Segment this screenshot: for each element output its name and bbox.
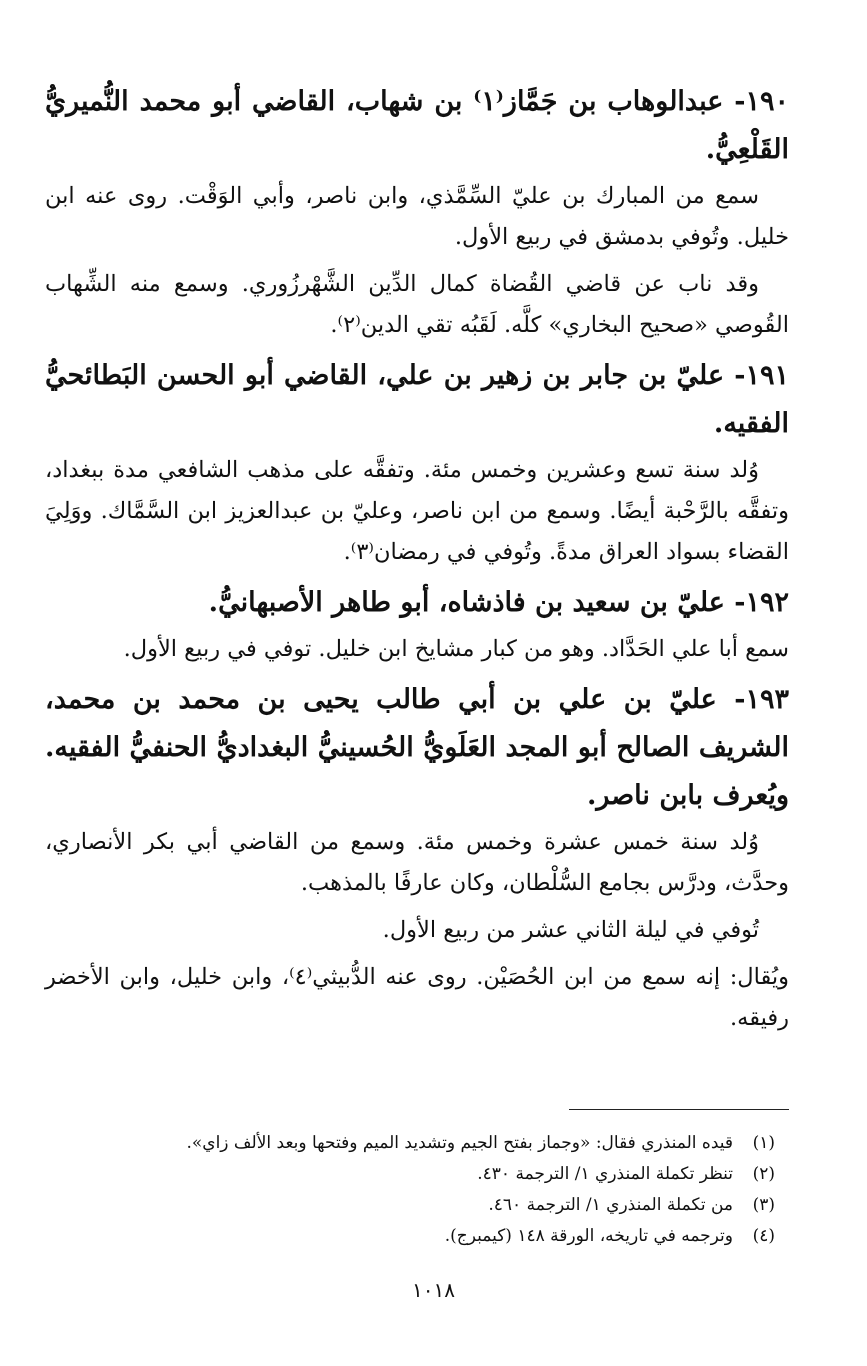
entry-paragraph: سمع أبا علي الحَدَّاد. وهو من كبار مشايخ ابن خليل. توفي في ربيع الأول. bbox=[123, 636, 789, 662]
footnote-text: تنظر تكملة المنذري ١/ الترجمة ٤٣٠. bbox=[477, 1164, 733, 1184]
footnote-text: وترجمه في تاريخه، الورقة ١٤٨ (كيمبرج). bbox=[444, 1226, 733, 1246]
footnotes bbox=[45, 1128, 789, 1252]
footnote-4 bbox=[45, 1221, 775, 1252]
entry-193 bbox=[45, 676, 789, 1039]
footnote-number: (٢) bbox=[752, 1164, 775, 1184]
entry-paragraph: ويُقال: إنه سمع من ابن الحُصَيْن. روى عنه الدُّبيثي⁽٤⁾، وابن خليل، وابن الأخضر رفيقه. bbox=[45, 964, 789, 1031]
footnote-separator bbox=[569, 1109, 789, 1110]
entry-paragraph: وُلد سنة خمس عشرة وخمس مئة. وسمع من القاضي أبي بكر الأنصاري، وحدَّث، ودرَّس بجامع السُّلْطان، وكان عارفًا بالمذهب. bbox=[45, 829, 789, 896]
entry-paragraph: سمع من المبارك بن عليّ السِّمَّذي، وابن ناصر، وأبي الوَقْت. روى عنه ابن خليل. وتُوفي بدمشق في ربيع الأول. bbox=[45, 183, 789, 250]
footnote-text: من تكملة المنذري ١/ الترجمة ٤٦٠. bbox=[488, 1195, 733, 1215]
entry-heading: ١٩٢- عليّ بن سعيد بن فاذشاه، أبو طاهر الأصبهانيُّ. bbox=[208, 587, 789, 618]
footnote-1 bbox=[45, 1128, 775, 1159]
entry-paragraph: وُلد سنة تسع وعشرين وخمس مئة. وتفقَّه على مذهب الشافعي مدة ببغداد، وتفقَّه بالرَّحْبة أيضًا. وسمع من ابن ناصر، وعليّ بن عبدالعزيز ابن السَّمَّاك. ووَلِيَ القضاء بسواد العراق مدةً. وتُوفي في رمضان⁽٣⁾. bbox=[45, 457, 789, 565]
entry-paragraph: وقد ناب عن قاضي القُضاة كمال الدِّين الشَّهْرزُوري. وسمع منه الشِّهاب القُوصي «صحيح البخاري» كلَّه. لَقَبُه تقي الدين⁽٢⁾. bbox=[45, 271, 789, 338]
entry-heading: ١٩٠- عبدالوهاب بن جَمَّاز⁽١⁾ بن شهاب، القاضي أبو محمد النُّميريُّ القَلْعِيُّ. bbox=[45, 86, 789, 165]
footnote-number: (٣) bbox=[752, 1195, 775, 1215]
entry-190 bbox=[45, 78, 789, 346]
entry-heading: ١٩٣- عليّ بن علي بن أبي طالب يحيى بن محمد بن محمد، الشريف الصالح أبو المجد العَلَويُّ الحُسينيُّ البغداديُّ الحنفيُّ الفقيه. ويُعرف بابن ناصر. bbox=[45, 684, 789, 811]
footnote-number: (٤) bbox=[752, 1226, 775, 1246]
footnote-2 bbox=[45, 1159, 775, 1190]
entry-191 bbox=[45, 352, 789, 573]
footnote-3 bbox=[45, 1190, 775, 1221]
entry-192 bbox=[45, 579, 789, 670]
entry-paragraph: تُوفي في ليلة الثاني عشر من ربيع الأول. bbox=[382, 917, 759, 943]
page-number: ١٠١٨ bbox=[412, 1278, 455, 1302]
footnote-text: قيده المنذري فقال: «وجماز بفتح الجيم وتشديد الميم وفتحها وبعد الألف زاي». bbox=[186, 1133, 733, 1153]
entry-heading: ١٩١- عليّ بن جابر بن زهير بن علي، القاضي أبو الحسن البَطائحيُّ الفقيه. bbox=[45, 360, 789, 439]
footnote-number: (١) bbox=[752, 1133, 775, 1153]
